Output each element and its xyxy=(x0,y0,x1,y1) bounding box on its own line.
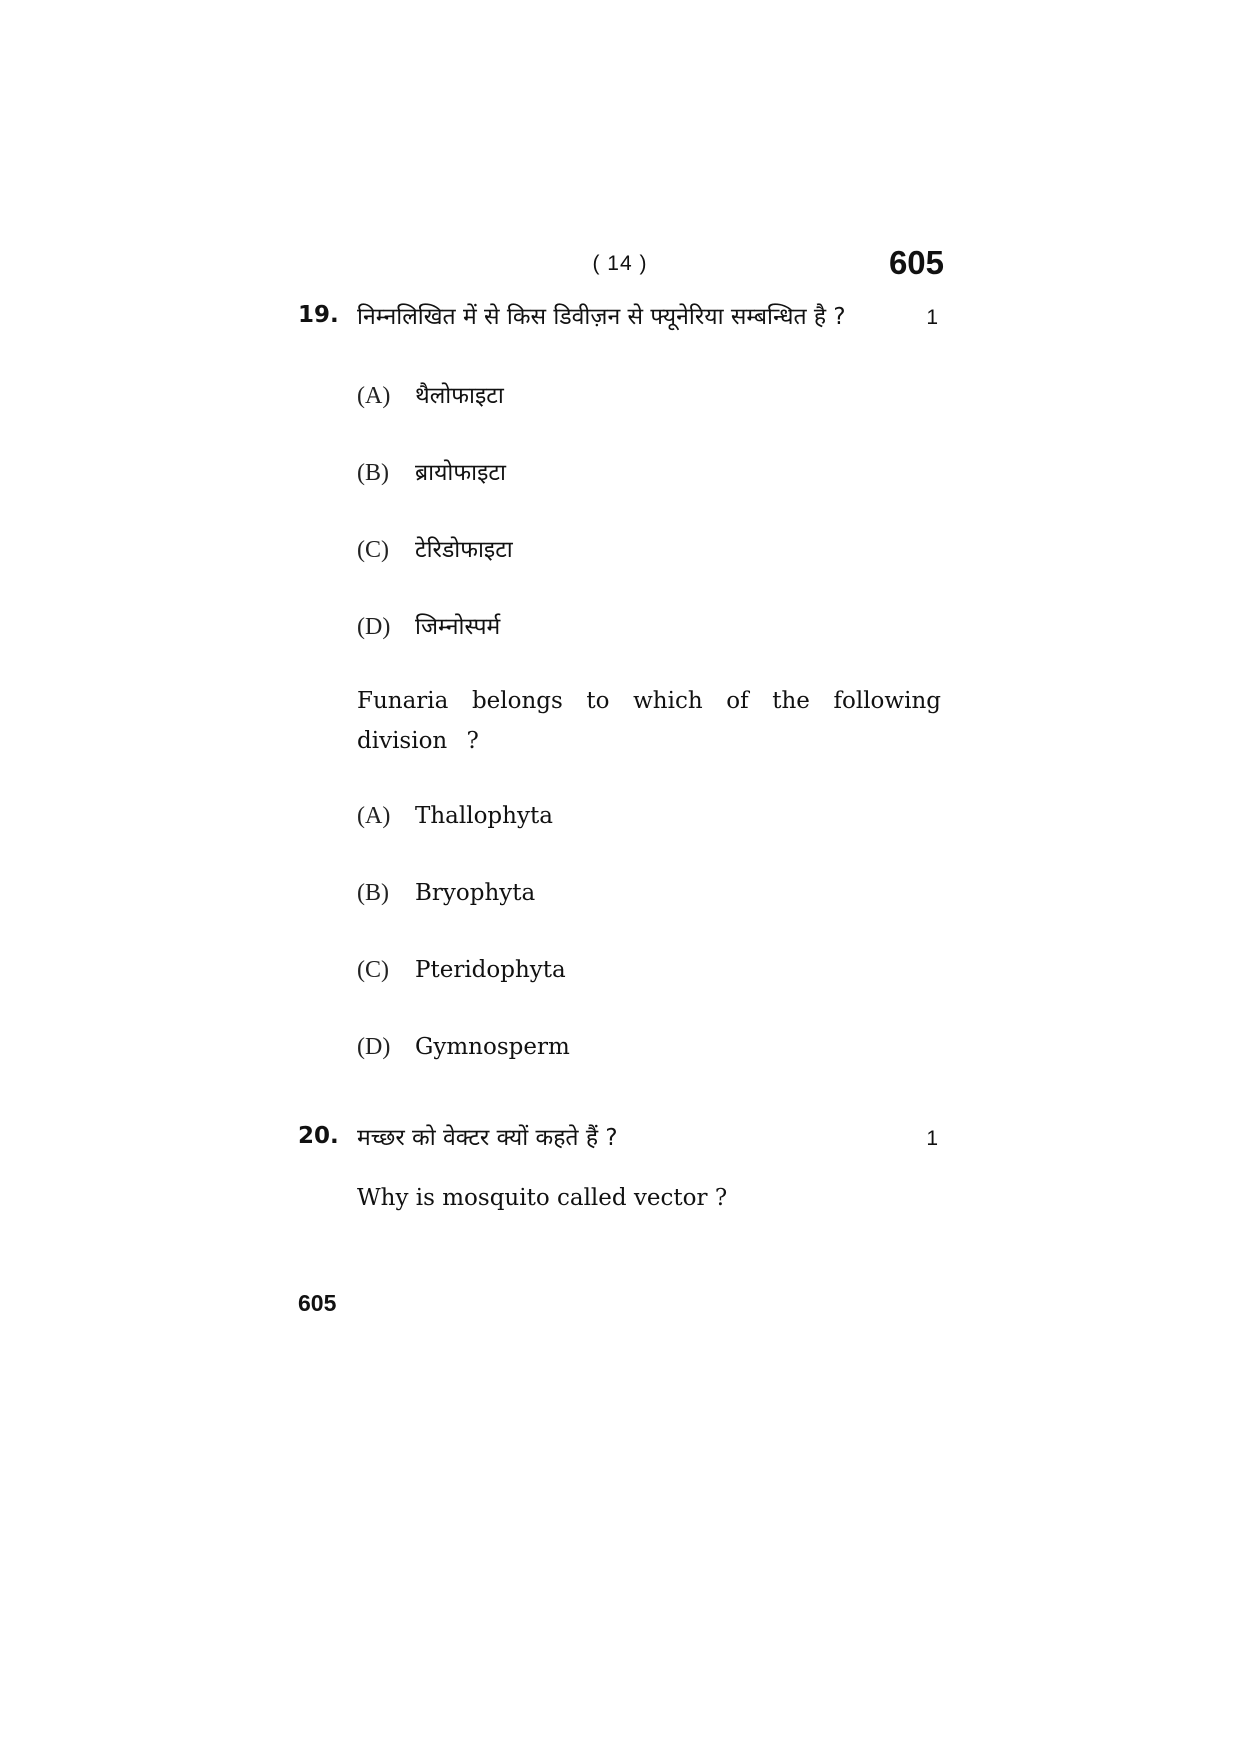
paper-code-bottom: 605 xyxy=(298,1290,337,1316)
option-text: ब्रायोफाइटा xyxy=(415,460,506,486)
option-label: (C) xyxy=(357,957,389,983)
option-hindi-c xyxy=(357,532,513,564)
option-label: (A) xyxy=(357,383,391,409)
option-hindi-d xyxy=(357,609,500,641)
option-text: थैलोफाइटा xyxy=(415,383,504,409)
question-text-english: Why is mosquito called vector ? xyxy=(357,1185,728,1211)
question-text-hindi: मच्छर को वेक्टर क्यों कहते हैं ? xyxy=(357,1125,618,1151)
question-text-english: Funaria belongs to which of the following division ? xyxy=(357,688,941,754)
option-text: Bryophyta xyxy=(415,880,536,906)
option-label: (C) xyxy=(357,537,389,563)
option-label: (B) xyxy=(357,880,389,906)
paper-code-top: 605 xyxy=(888,244,944,281)
page-number: ( 14 ) xyxy=(592,252,648,275)
option-english-c xyxy=(357,957,566,984)
option-label: (B) xyxy=(357,460,389,486)
option-english-d xyxy=(357,1034,570,1061)
option-hindi-a xyxy=(357,378,504,410)
option-text: Thallophyta xyxy=(415,803,553,829)
question-marks: 1 xyxy=(926,306,938,329)
question-number: 19. xyxy=(298,302,339,328)
option-english-a xyxy=(357,803,553,830)
option-label: (D) xyxy=(357,1034,391,1060)
option-hindi-b xyxy=(357,455,506,487)
question-text-hindi: निम्नलिखित में से किस डिवीज़न से फ्यूनेरिया सम्बन्धित है ? xyxy=(357,304,846,330)
question-marks: 1 xyxy=(926,1127,938,1150)
option-text: Gymnosperm xyxy=(415,1034,570,1060)
option-text: जिम्नोस्पर्म xyxy=(415,614,501,640)
option-label: (A) xyxy=(357,803,391,829)
option-text: टेरिडोफाइटा xyxy=(415,537,513,563)
option-english-b xyxy=(357,880,535,907)
option-text: Pteridophyta xyxy=(415,957,566,983)
question-number: 20. xyxy=(298,1123,339,1149)
option-label: (D) xyxy=(357,614,391,640)
